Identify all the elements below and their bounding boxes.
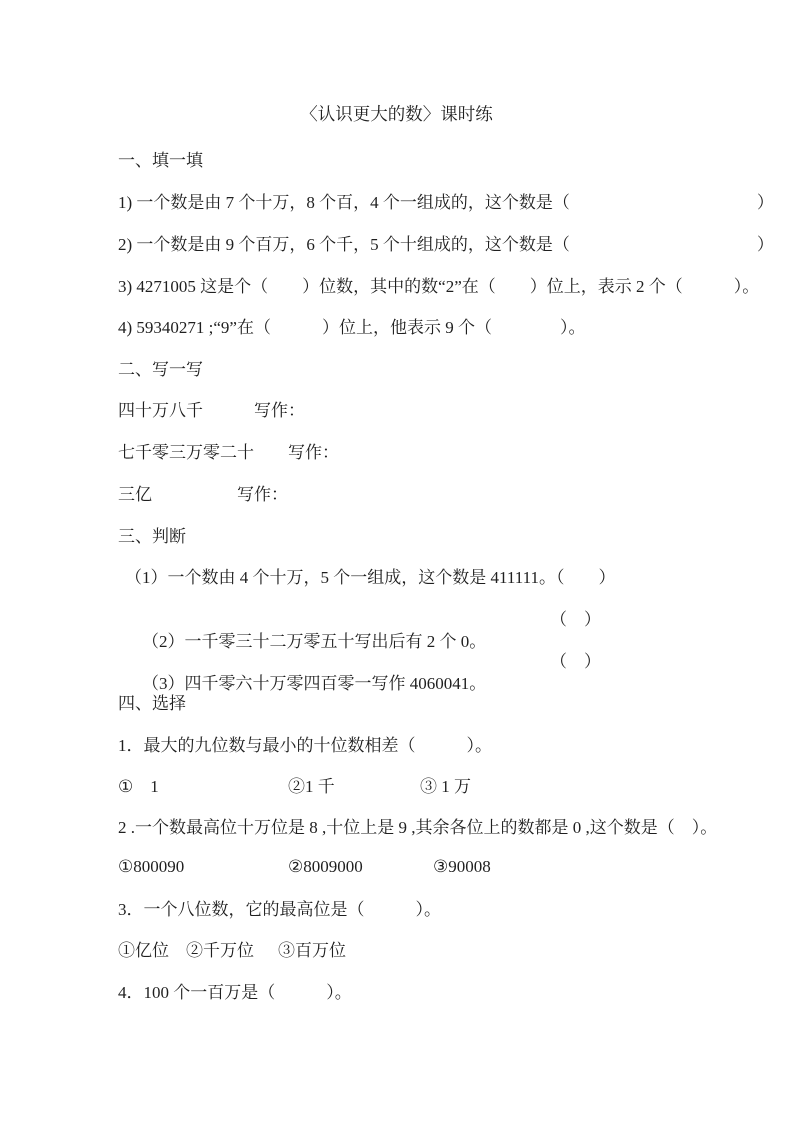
judge-item-2-text: （2）一千零三十二万零五十写出后有 2 个 0。 — [142, 632, 487, 651]
choice-option-3-2: ②千万位 — [186, 941, 254, 960]
choose-question-4: 4．100 个一百万是（ ）。 — [118, 983, 352, 1002]
judge-item-3-answer-blank: （ ） — [550, 652, 601, 671]
judge-item-1: （1）一个数由 4 个十万，5 个一组成，这个数是 411111。（ ） — [125, 568, 616, 587]
fill-question-2: 2) 一个数是由 9 个百万，6 个千，5 个十组成的，这个数是（ ） — [118, 235, 774, 254]
fill-question-1: 1) 一个数是由 7 个十万，8 个百，4 个一组成的，这个数是（ ） — [118, 193, 774, 212]
choose-question-3: 3．一个八位数，它的最高位是（ ）。 — [118, 900, 441, 919]
fill-question-4: 4) 59340271 ;“9”在（ ）位上，他表示 9 个（ ）。 — [118, 318, 586, 337]
page-title: 〈认识更大的数〉课时练 — [300, 104, 493, 124]
fill-question-3: 3) 4271005 这是个（ ）位数，其中的数“2”在（ ）位上，表示 2 个（ ）。 — [118, 277, 760, 296]
judge-item-2-answer-blank: （ ） — [550, 610, 601, 629]
choice-option-1-2: ②1 千 — [288, 777, 335, 796]
choose-question-2-options — [0, 856, 793, 878]
section-choose-heading: 四、选择 — [118, 694, 186, 713]
choice-option-1-3: ③ 1 万 — [420, 777, 471, 796]
choice-option-2-2: ②8009000 — [288, 857, 363, 876]
section-fill-heading: 一、填一填 — [118, 151, 203, 170]
write-item-3: 三亿 写作： — [118, 485, 288, 504]
section-judge-heading: 三、判断 — [118, 527, 186, 546]
choose-question-2: 2 .一个数最高位十万位是 8 ,十位上是 9 ,其余各位上的数都是 0 ,这个数是（ ）。 — [118, 818, 718, 837]
write-item-2: 七千零三万零二十 写作： — [118, 443, 339, 462]
choice-option-3-1: ①亿位 — [118, 941, 169, 960]
choose-question-3-options — [0, 940, 793, 962]
choice-option-2-3: ③90008 — [433, 857, 491, 876]
choice-option-1-1: ① 1 — [118, 777, 159, 796]
choose-question-1: 1．最大的九位数与最小的十位数相差（ ）。 — [118, 736, 492, 755]
choose-question-1-options — [0, 776, 793, 798]
choice-option-2-1: ①800090 — [118, 857, 185, 876]
judge-item-3-text: （3）四千零六十万零四百零一写作 4060041。 — [142, 674, 487, 693]
section-write-heading: 二、写一写 — [118, 360, 203, 379]
choice-option-3-3: ③百万位 — [278, 941, 346, 960]
write-item-1: 四十万八千 写作： — [118, 401, 305, 420]
